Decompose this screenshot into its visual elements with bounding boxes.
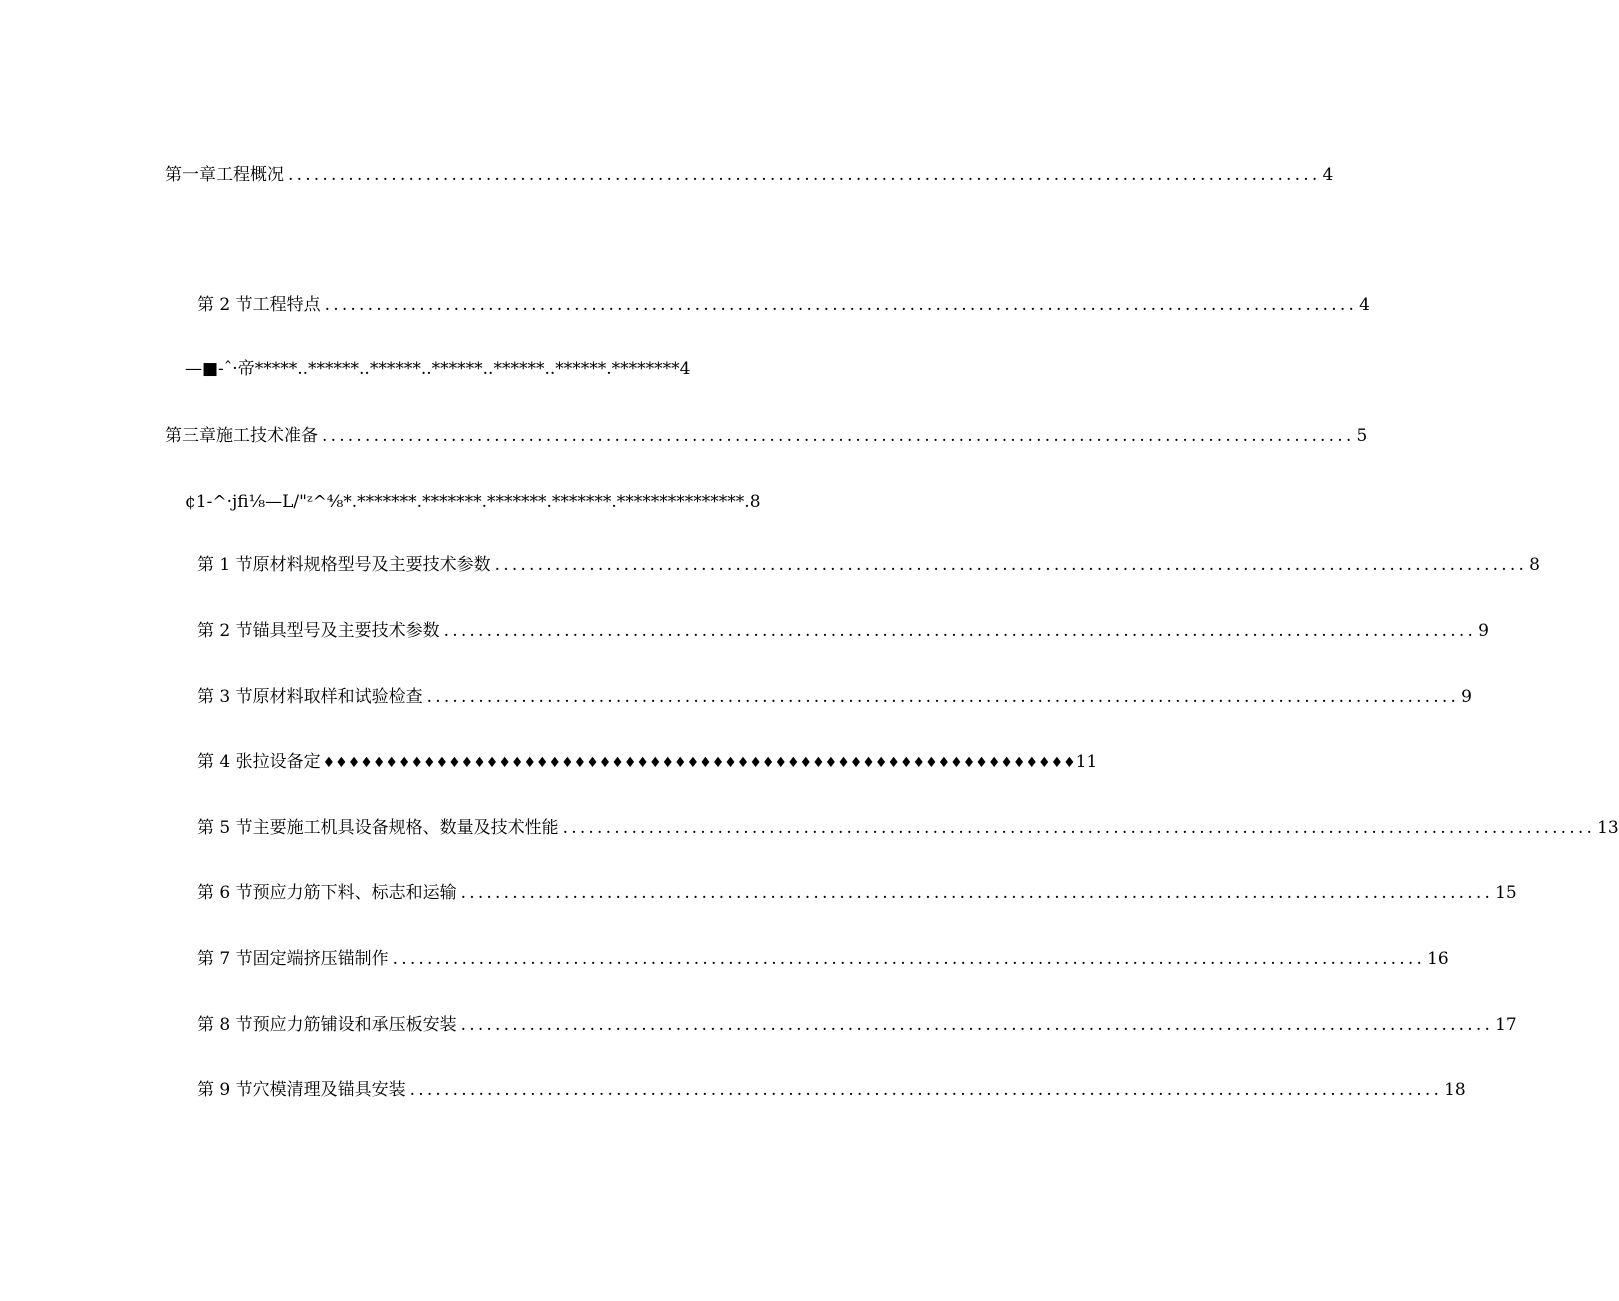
toc-leader-diamonds: ♦♦♦♦♦♦♦♦♦♦♦♦♦♦♦♦♦♦♦♦♦♦♦♦♦♦♦♦♦♦♦♦♦♦♦♦♦♦♦♦♦♦♦♦♦♦♦♦♦♦♦♦♦♦♦♦♦♦♦♦ — [322, 755, 1076, 771]
toc-entry-label: 第 2 节工程特点 — [197, 295, 321, 315]
toc-leader-dots: ........................................................................................................................ — [426, 687, 1460, 707]
toc-leader-dots: ........................................................................................................................ — [443, 621, 1477, 641]
toc-page-number: 15 — [1495, 883, 1517, 903]
toc-leader-dots: ........................................................................................................................ — [409, 1080, 1443, 1100]
toc-entry-section-4[interactable] — [197, 751, 1098, 774]
toc-page-number: 8 — [1529, 555, 1540, 575]
toc-entry-label: ¢1-^·jfi⅛—L/"ᶻ^⁴⁄₈*.*******.*******.*******.*******.***************.8 — [185, 492, 761, 512]
toc-page-number: 4 — [1322, 165, 1334, 185]
toc-entry-label: 第 3 节原材料取样和试验检查 — [197, 687, 423, 707]
toc-leader-dots: ........................................................................................................................ — [460, 1015, 1494, 1035]
toc-entry-section-8[interactable] — [197, 1014, 1517, 1036]
toc-page-number: 16 — [1427, 949, 1449, 969]
toc-entry-garbled-1[interactable] — [185, 358, 725, 380]
toc-page-number: 17 — [1495, 1015, 1517, 1035]
toc-leader-dots: ........................................................................................................................ — [494, 555, 1528, 575]
toc-leader-dots: ........................................................................................................................ — [288, 165, 1321, 185]
toc-entry-section-1[interactable] — [197, 554, 1540, 576]
toc-entry-label: 第一章工程概况 — [165, 165, 284, 185]
toc-entry-section-5[interactable] — [197, 817, 1619, 839]
toc-entry-label: 第 8 节预应力筋铺设和承压板安装 — [197, 1015, 457, 1035]
toc-entry-garbled-2[interactable] — [185, 491, 775, 513]
toc-leader-dots: ........................................................................................................................ — [392, 949, 1426, 969]
toc-entry-section-3[interactable] — [197, 686, 1472, 708]
toc-page-number: 4 — [1359, 295, 1370, 315]
toc-leader-dots: ........................................................................................................................ — [562, 818, 1596, 838]
toc-entry-label: 第 4 张拉设备定 — [197, 752, 321, 772]
toc-entry-chapter-1[interactable] — [165, 164, 1334, 186]
toc-entry-section-9[interactable] — [197, 1079, 1466, 1101]
toc-leader-dots: ........................................................................................................................ — [322, 426, 1355, 446]
toc-entry-section-2-anchors[interactable] — [197, 620, 1489, 642]
toc-entry-label: 第 5 节主要施工机具设备规格、数量及技术性能 — [197, 818, 559, 838]
toc-entry-label: 第 2 节锚具型号及主要技术参数 — [197, 621, 440, 641]
toc-entry-label: —■-ˆ·帝*****..******..******..******..******..******.********4 — [185, 359, 691, 379]
toc-entry-label: 第 9 节穴模清理及锚具安装 — [197, 1080, 406, 1100]
toc-entry-chapter-3[interactable] — [165, 425, 1368, 447]
toc-entry-label: 第 7 节固定端挤压锚制作 — [197, 949, 389, 969]
toc-page-number: 9 — [1478, 621, 1489, 641]
toc-page-number: 18 — [1444, 1080, 1466, 1100]
toc-page-number: 11 — [1075, 752, 1098, 772]
toc-entry-section-6[interactable] — [197, 882, 1517, 904]
toc-leader-dots: ........................................................................................................................ — [460, 883, 1494, 903]
toc-entry-section-7[interactable] — [197, 948, 1449, 970]
toc-page-number: 5 — [1356, 426, 1368, 446]
toc-entry-label: 第三章施工技术准备 — [165, 426, 318, 446]
toc-entry-label: 第 6 节预应力筋下料、标志和运输 — [197, 883, 457, 903]
toc-entry-section-2[interactable] — [197, 294, 1370, 316]
toc-entry-label: 第 1 节原材料规格型号及主要技术参数 — [197, 555, 491, 575]
toc-page-number: 13 — [1597, 818, 1619, 838]
toc-leader-dots: ........................................................................................................................ — [324, 295, 1358, 315]
toc-page-number: 9 — [1461, 687, 1472, 707]
